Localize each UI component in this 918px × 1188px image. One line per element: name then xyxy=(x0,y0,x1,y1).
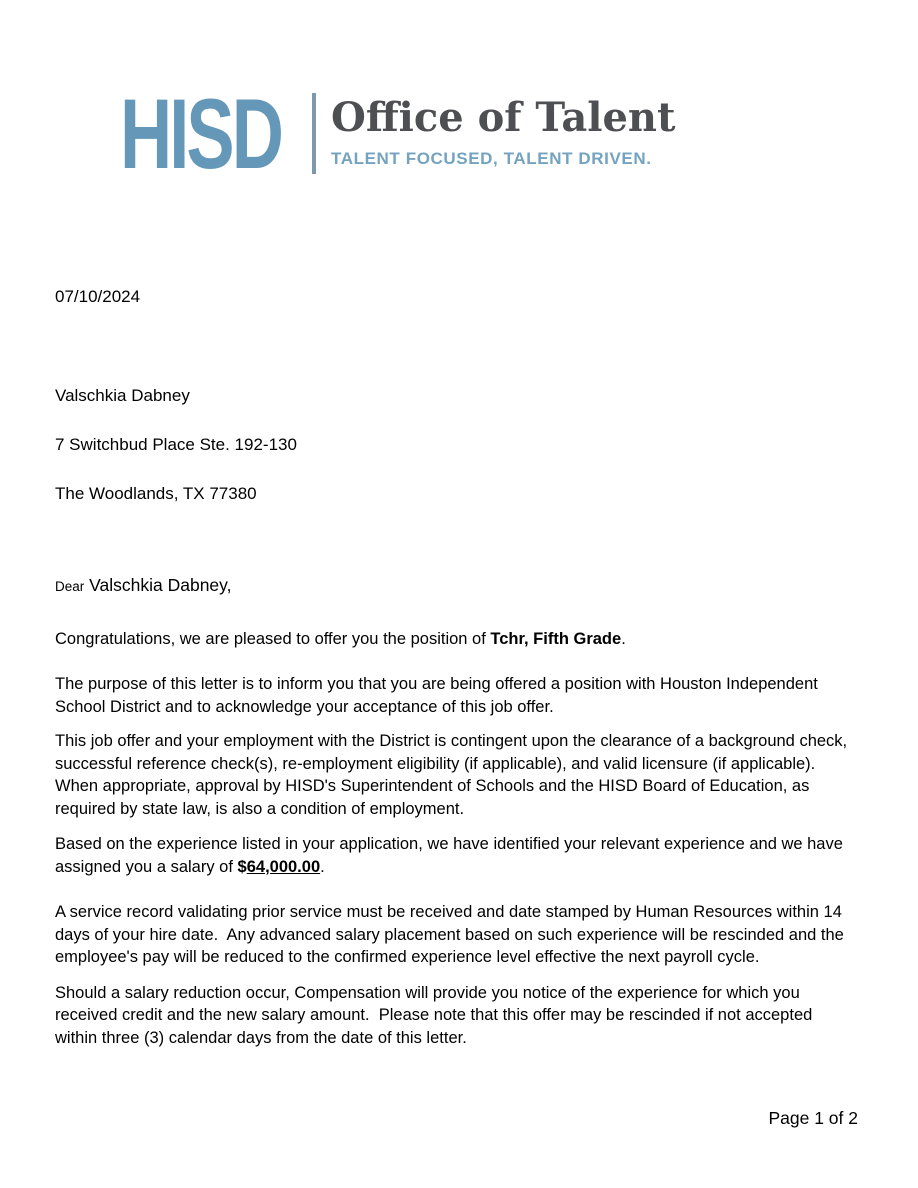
salary-currency-symbol: $ xyxy=(237,857,247,876)
paragraph-purpose: The purpose of this letter is to inform you that you are being offered a position with Houston Independent School District and to acknowledge your acceptance of this job offer. xyxy=(55,675,823,716)
position-title: Tchr, Fifth Grade xyxy=(490,629,622,648)
letter-body xyxy=(55,574,856,1049)
recipient-address-line1: 7 Switchbud Place Ste. 192-130 xyxy=(55,435,297,454)
paragraph-congratulations xyxy=(55,628,856,651)
salutation-prefix: Dear xyxy=(55,579,85,594)
recipient-name: Valschkia Dabney xyxy=(55,386,190,405)
logo-wordmark xyxy=(331,92,675,169)
logo-divider xyxy=(312,93,316,174)
salutation-name: Valschkia Dabney, xyxy=(84,575,232,595)
congrats-suffix-text: . xyxy=(621,629,626,648)
office-of-talent-text: Office of Talent xyxy=(331,94,676,141)
recipient-address-line2: The Woodlands, TX 77380 xyxy=(55,484,257,503)
paragraph-service-record: A service record validating prior service must be received and date stamped by Human Resources within 14 days of your hire date. Any advanced salary placement based on such experience will be rescinded and the employee's pay will be reduced to the confirmed experience level effective the next payroll cycle. xyxy=(55,903,849,966)
paragraph-salary-reduction: Should a salary reduction occur, Compensation will provide you notice of the experience for which you received credit and the new salary amount. Please note that this offer may be rescinded if not accepted within three (3) calendar days from the date of this letter. xyxy=(55,983,817,1047)
hisd-logo xyxy=(120,78,296,189)
salary-amount: 64,000.00 xyxy=(246,857,321,876)
paragraph-salary xyxy=(55,833,856,878)
logo-tagline: TALENT FOCUSED, TALENT DRIVEN. xyxy=(331,149,652,168)
page-footer: Page 1 of 2 xyxy=(768,1108,858,1128)
salary-suffix-text: . xyxy=(320,857,325,876)
salutation xyxy=(55,574,856,599)
congrats-prefix-text: Congratulations, we are pleased to offer you the position of xyxy=(55,629,491,648)
hisd-logo-text: HISD xyxy=(120,78,281,189)
salary-prefix-text: Based on the experience listed in your application, we have identified your relevant experience and we have assigned you a salary of xyxy=(55,835,848,876)
paragraph-contingency: This job offer and your employment with the District is contingent upon the clearance of a background check, successful reference check(s), re-employment eligibility (if applicable), and valid licensure (if applicable). When appropriate, approval by HISD's Superintendent of Schools and the HISD Board of Education, as required by state law, is also a condition of employment. xyxy=(55,732,852,818)
letter-date: 07/10/2024 xyxy=(55,287,141,306)
letterhead-logo xyxy=(120,78,676,189)
recipient-address-block xyxy=(55,385,297,532)
